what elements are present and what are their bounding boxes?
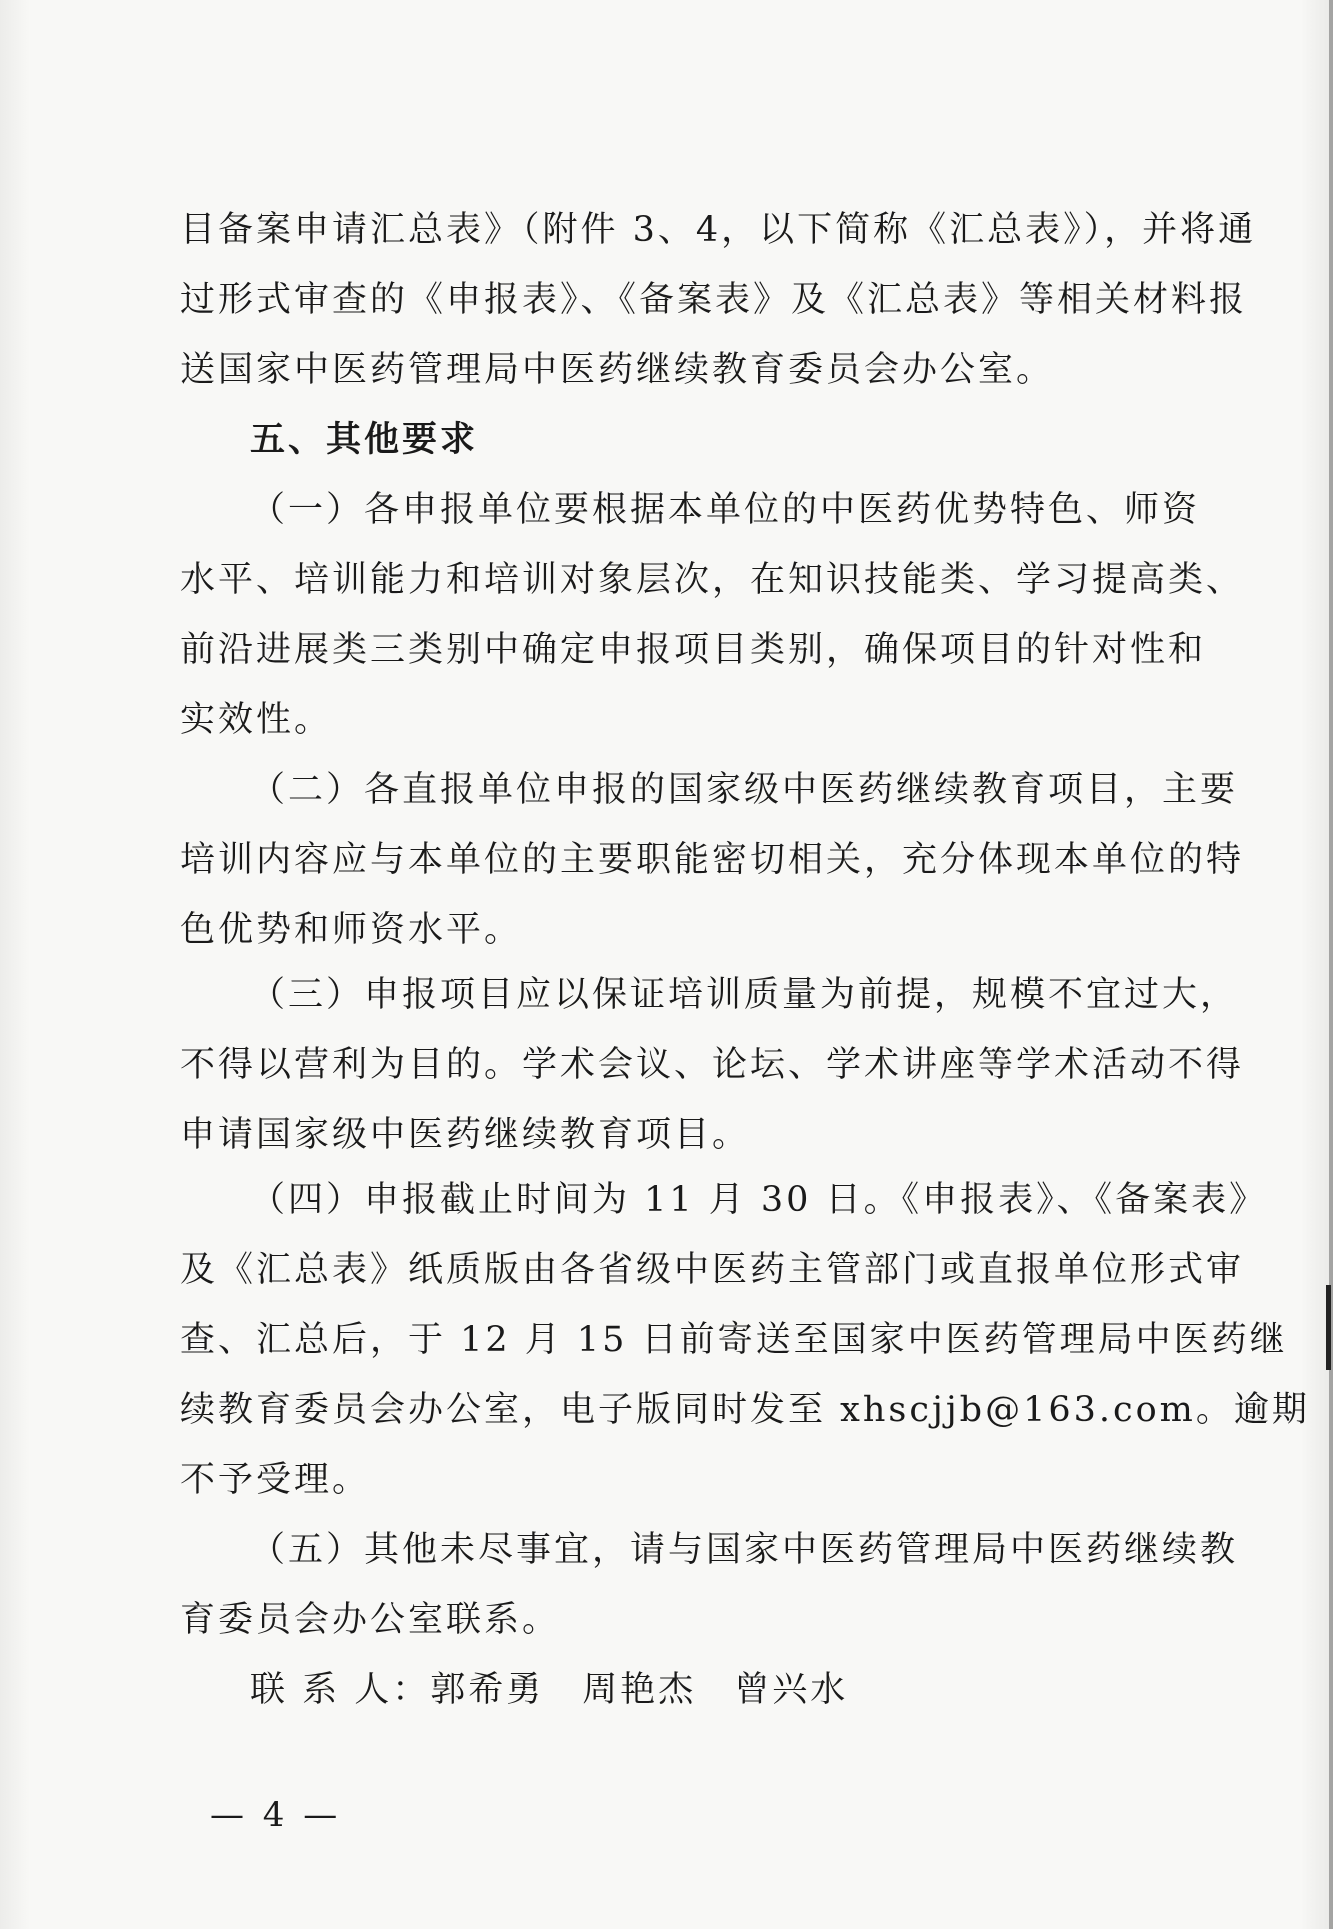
paragraph-line: 及《汇总表》纸质版由各省级中医药主管部门或直报单位形式审 (180, 1250, 1245, 1290)
paragraph-line: 过形式审查的《申报表》、《备案表》及《汇总表》等相关材料报 (180, 280, 1248, 320)
paragraph-line: 前沿进展类三类别中确定申报项目类别，确保项目的针对性和 (180, 630, 1207, 670)
page-number: — 4 — (210, 1795, 342, 1835)
paragraph-line: 申请国家级中医药继续教育项目。 (180, 1115, 751, 1155)
contact-line: 联 系 人：郭希勇 周艳杰 曾兴水 (250, 1670, 849, 1710)
paragraph-line: （四）申报截止时间为 11 月 30 日。《申报表》、《备案表》 (250, 1180, 1268, 1220)
paragraph-line: 不予受理。 (180, 1460, 371, 1500)
paragraph-line: 送国家中医药管理局中医药继续教育委员会办公室。 (180, 350, 1055, 390)
paragraph-line: 查、汇总后，于 12 月 15 日前寄送至国家中医药管理局中医药继 (180, 1320, 1288, 1360)
paragraph-line: 育委员会办公室联系。 (180, 1600, 561, 1640)
paragraph-line: 目备案申请汇总表》（附件 3、4，以下简称《汇总表》），并将通 (180, 210, 1257, 250)
paragraph-line: （一）各申报单位要根据本单位的中医药优势特色、师资 (250, 490, 1201, 530)
scan-edge-shadow (1329, 0, 1333, 1929)
paragraph-line: 实效性。 (180, 700, 333, 740)
section-heading: 五、其他要求 (250, 420, 479, 460)
paragraph-line: 水平、培训能力和培训对象层次，在知识技能类、学习提高类、 (180, 560, 1245, 600)
paragraph-line: （二）各直报单位申报的国家级中医药继续教育项目，主要 (250, 770, 1239, 810)
scan-edge-mark (1326, 1285, 1331, 1370)
paragraph-line: （五）其他未尽事宜，请与国家中医药管理局中医药继续教 (250, 1530, 1239, 1570)
paragraph-line: 不得以营利为目的。学术会议、论坛、学术讲座等学术活动不得 (180, 1045, 1245, 1085)
paragraph-line: 续教育委员会办公室，电子版同时发至 xhscjjb@163.com。逾期 (180, 1390, 1310, 1430)
paragraph-line: 培训内容应与本单位的主要职能密切相关，充分体现本单位的特 (180, 840, 1245, 880)
paragraph-line: 色优势和师资水平。 (180, 910, 523, 950)
paragraph-line: （三）申报项目应以保证培训质量为前提，规模不宜过大， (250, 975, 1239, 1015)
